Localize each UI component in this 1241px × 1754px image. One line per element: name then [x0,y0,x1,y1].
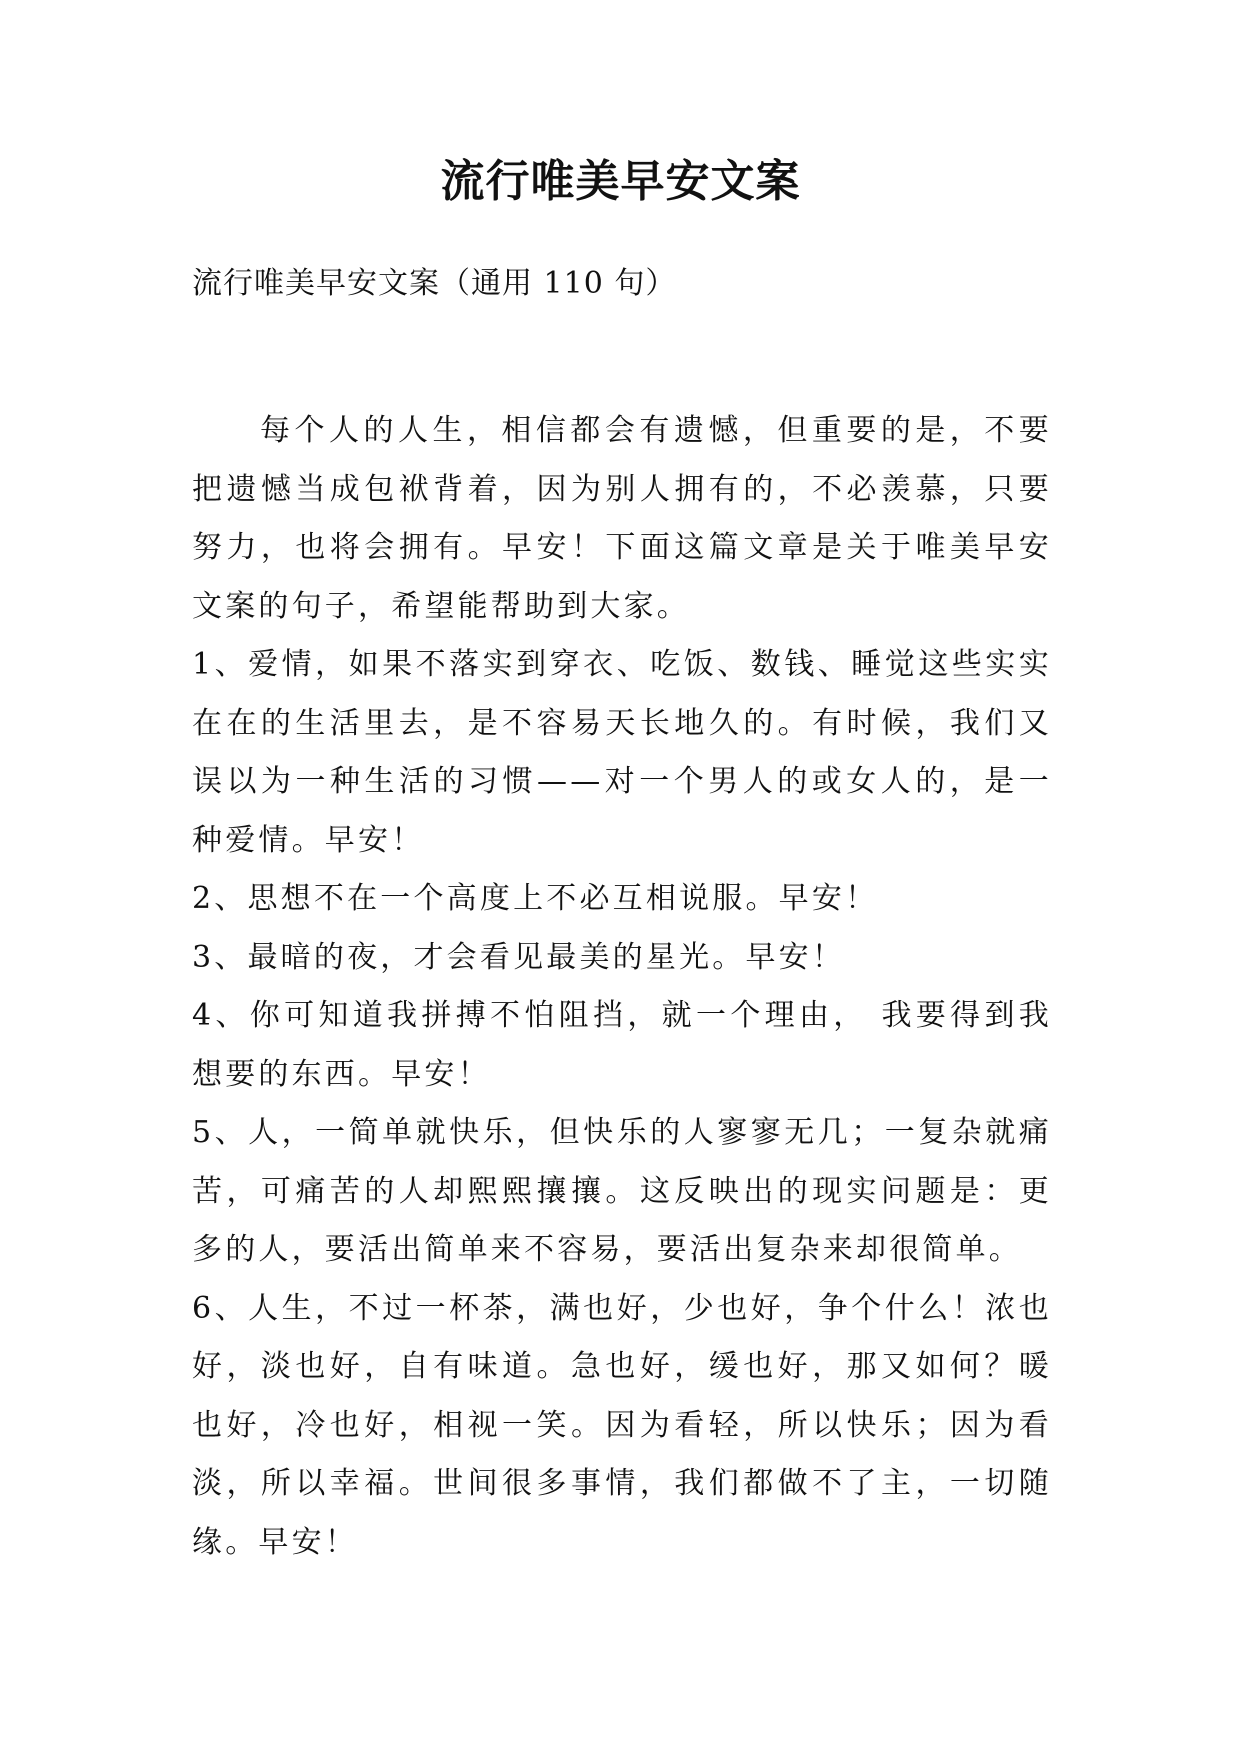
quote-paragraph-2: 2、思想不在一个高度上不必互相说服。早安！ [192,881,879,916]
quote-paragraph-5: 5、人，一简单就快乐，但快乐的人寥寥无几；一复杂就痛苦，可痛苦的人却熙熙攘攘。这反映出的现实问题是：更多的人，要活出简单来不容易，要活出复杂来却很简单。 [192,1115,1052,1267]
quote-paragraph-4: 4、你可知道我拼搏不怕阻挡，就一个理由， 我要得到我想要的东西。早安！ [192,998,1052,1092]
quote-paragraph-1: 1、爱情，如果不落实到穿衣、吃饭、数钱、睡觉这些实实在在的生活里去，是不容易天长地久的。有时候，我们又误以为一种生活的习惯——对一个男人的或女人的，是一种爱情。早安！ [192,647,1052,858]
document-subtitle: 流行唯美早安文案（通用 110 句） [192,266,677,301]
document-body [192,402,1052,1572]
intro-paragraph: 每个人的人生，相信都会有遗憾，但重要的是，不要把遗憾当成包袱背着，因为别人拥有的，不必羡慕，只要努力，也将会拥有。早安！下面这篇文章是关于唯美早安文案的句子，希望能帮助到大家。 [192,413,1052,624]
document-title: 流行唯美早安文案 [440,156,801,207]
quote-paragraph-6: 6、人生，不过一杯茶，满也好，少也好，争个什么！浓也好，淡也好，自有味道。急也好，缓也好，那又如何？暖也好，冷也好，相视一笑。因为看轻，所以快乐；因为看淡，所以幸福。世间很多事情，我们都做不了主，一切随缘。早安！ [192,1290,1052,1560]
quote-paragraph-3: 3、最暗的夜，才会看见最美的星光。早安！ [192,939,846,975]
